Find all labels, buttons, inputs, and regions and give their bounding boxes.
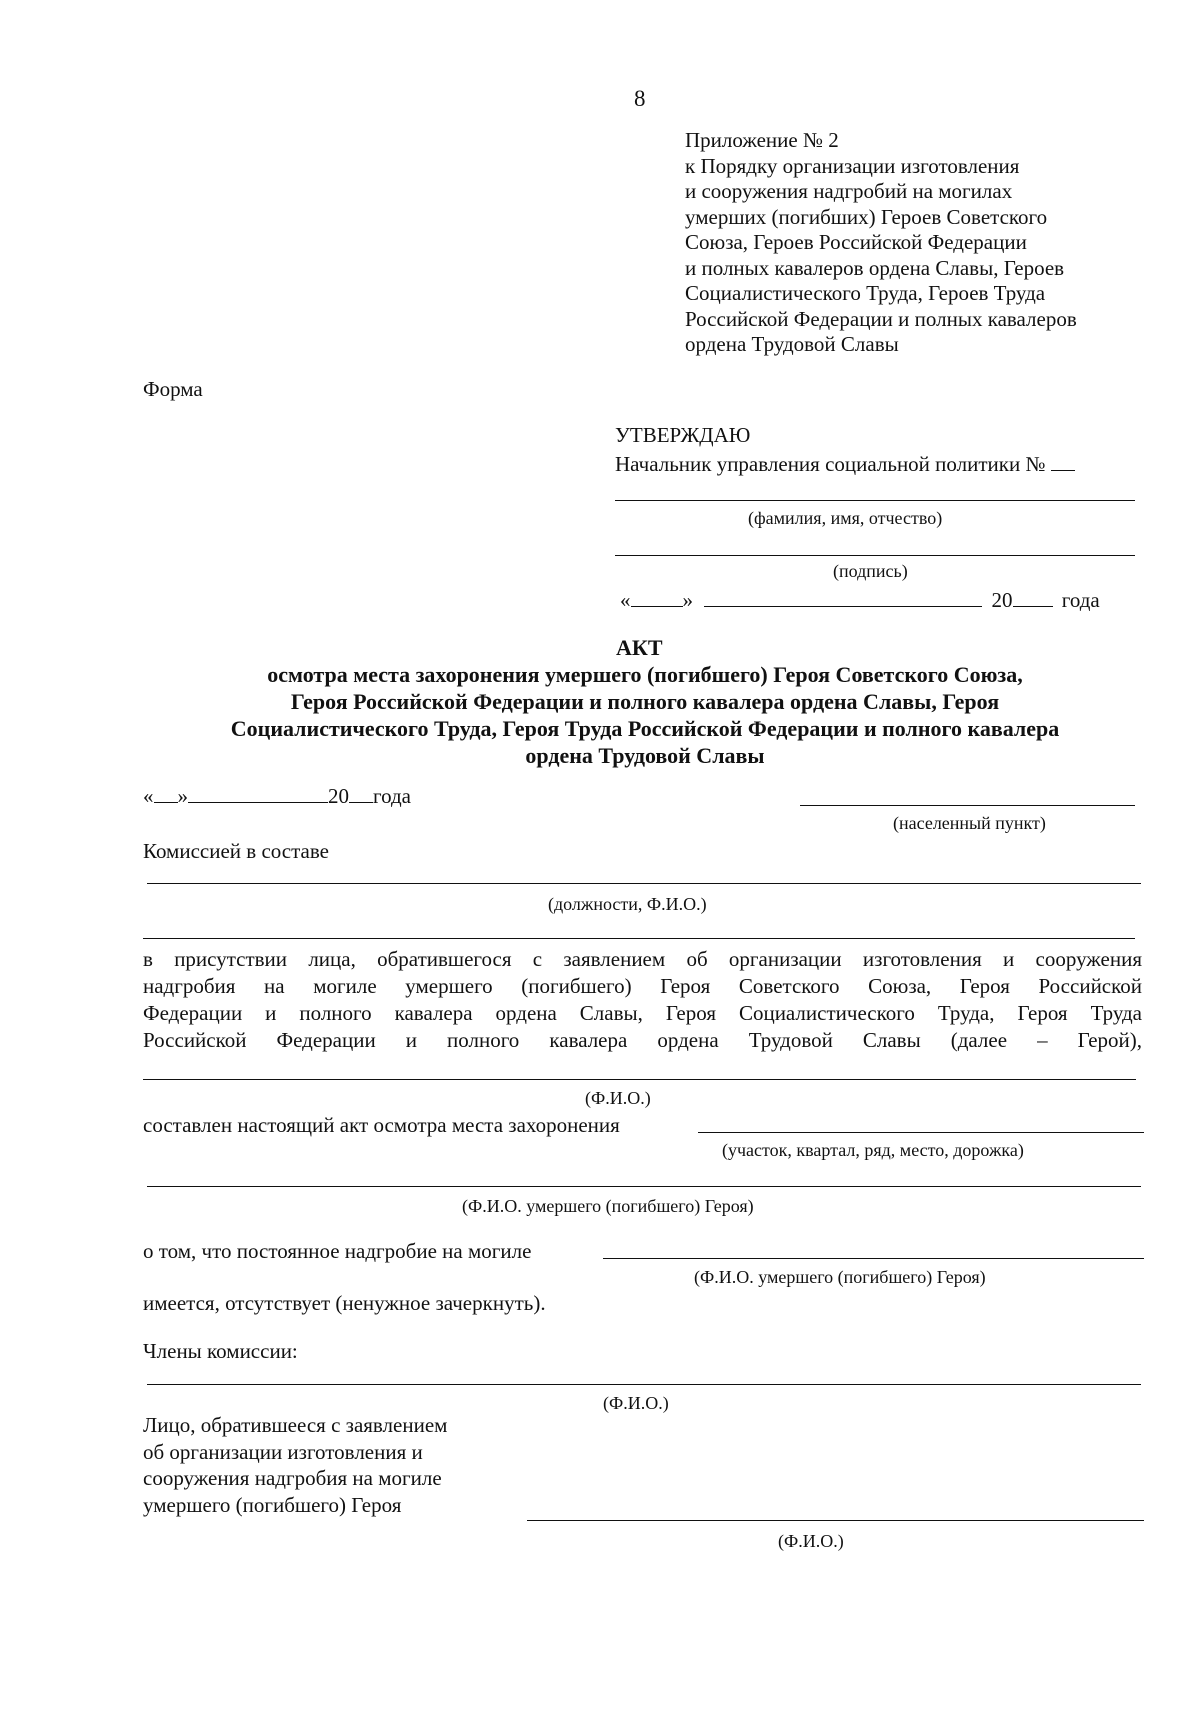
hero-name-field[interactable] — [147, 1186, 1141, 1187]
applicant-signature-field[interactable] — [527, 1520, 1144, 1521]
place-caption: (населенный пункт) — [893, 813, 1046, 833]
quote-open: « — [143, 784, 154, 808]
applicant-line: Лицо, обратившееся с заявлением — [143, 1413, 448, 1437]
appendix-line: Российской Федерации и полных кавалеров — [685, 306, 1077, 331]
tombstone-status: имеется, отсутствует (ненужное зачеркнуть). — [143, 1291, 546, 1315]
tombstone-label: о том, что постоянное надгробие на могиле — [143, 1239, 532, 1263]
year-prefix: 20 — [991, 588, 1013, 612]
burial-location-caption: (участок, квартал, ряд, место, дорожка) — [722, 1140, 1024, 1160]
approval-year-field[interactable] — [1013, 587, 1053, 607]
applicant-line: умершего (погибшего) Героя — [143, 1492, 402, 1517]
approval-month-field[interactable] — [704, 587, 982, 607]
appendix-line: и сооружения надгробий на могилах — [685, 179, 1013, 203]
quote-open: « — [620, 588, 631, 612]
act-subtitle — [100, 661, 1190, 769]
applicant-block — [143, 1412, 447, 1518]
department-number-field[interactable] — [1051, 451, 1075, 471]
presence-paragraph — [143, 946, 1142, 1054]
appendix-line: Союза, Героев Российской Федерации — [685, 230, 1027, 254]
act-year-field[interactable] — [349, 783, 373, 803]
appendix-line: умерших (погибших) Героев Советского — [685, 204, 1048, 229]
presence-line: Российской Федерации и полного кавалера ордена Трудовой Славы (далее – Герой), — [143, 1028, 1142, 1052]
year-suffix: года — [1061, 588, 1100, 612]
presence-line: в присутствии лица, обратившегося с заявлением об организации изготовления и сооружения — [143, 947, 1142, 971]
commission-caption: (должности, Ф.И.О.) — [548, 894, 707, 914]
act-month-field[interactable] — [188, 783, 328, 803]
commission-field[interactable] — [147, 883, 1141, 884]
form-label: Форма — [143, 377, 203, 401]
applicant-name-caption: (Ф.И.О.) — [585, 1088, 651, 1108]
appendix-line: ордена Трудовой Славы — [685, 332, 899, 356]
approver-name-caption: (фамилия, имя, отчество) — [748, 508, 943, 528]
hero-name-caption: (Ф.И.О. умершего (погибшего) Героя) — [462, 1196, 754, 1216]
presence-line: Федерации и полного кавалера ордена Славы, Героя Социалистического Труда, Героя Труда — [143, 1001, 1142, 1025]
applicant-name-field[interactable] — [143, 1079, 1136, 1080]
commission-label: Комиссией в составе — [143, 839, 329, 863]
applicant-line: сооружения надгробия на могиле — [143, 1466, 442, 1490]
place-field[interactable] — [800, 805, 1135, 806]
appendix-line: Приложение № 2 — [685, 128, 839, 152]
act-subtitle-line: Героя Российской Федерации и полного кавалера ордена Славы, Героя — [290, 689, 1000, 714]
act-date — [143, 783, 411, 809]
approval-position-text: Начальник управления социальной политики № — [615, 452, 1046, 476]
act-title: АКТ — [616, 635, 663, 660]
approval-date — [620, 587, 1100, 613]
appendix-line: и полных кавалеров ордена Славы, Героев — [685, 255, 1065, 280]
approval-day-field[interactable] — [631, 587, 683, 607]
members-caption: (Ф.И.О.) — [603, 1393, 669, 1413]
tombstone-hero-caption: (Ф.И.О. умершего (погибшего) Героя) — [694, 1267, 986, 1287]
year-suffix: года — [373, 784, 411, 808]
page-number: 8 — [634, 86, 646, 111]
approver-signature-field[interactable] — [615, 555, 1135, 556]
quote-close: » — [682, 588, 693, 612]
act-day-field[interactable] — [154, 783, 178, 803]
act-subtitle-line: осмотра места захоронения умершего (погибшего) Героя Советского Союза, — [267, 662, 1023, 687]
act-subtitle-line: ордена Трудовой Славы — [525, 743, 765, 768]
act-subtitle-line: Социалистического Труда, Героя Труда Российской Федерации и полного кавалера — [230, 716, 1060, 741]
quote-close: » — [177, 784, 188, 808]
members-label: Члены комиссии: — [143, 1339, 298, 1363]
presence-line: надгробия на могиле умершего (погибшего) Героя Советского Союза, Героя Российской — [143, 974, 1142, 998]
burial-location-field[interactable] — [698, 1132, 1144, 1133]
appendix-line: Социалистического Труда, Героев Труда — [685, 281, 1046, 305]
appendix-line: к Порядку организации изготовления — [685, 153, 1020, 178]
year-prefix: 20 — [328, 784, 349, 808]
applicant-signature-caption: (Ф.И.О.) — [778, 1531, 844, 1551]
applicant-line: об организации изготовления и — [143, 1439, 423, 1464]
approval-position — [615, 451, 1075, 477]
inspection-label: составлен настоящий акт осмотра места захоронения — [143, 1113, 620, 1137]
appendix-block — [685, 128, 1165, 358]
approver-signature-caption: (подпись) — [833, 561, 908, 581]
approver-name-field[interactable] — [615, 500, 1135, 501]
tombstone-hero-field[interactable] — [603, 1258, 1144, 1259]
commission-field-2[interactable] — [143, 938, 1135, 939]
approval-title: УТВЕРЖДАЮ — [615, 423, 751, 447]
members-field[interactable] — [147, 1384, 1141, 1385]
